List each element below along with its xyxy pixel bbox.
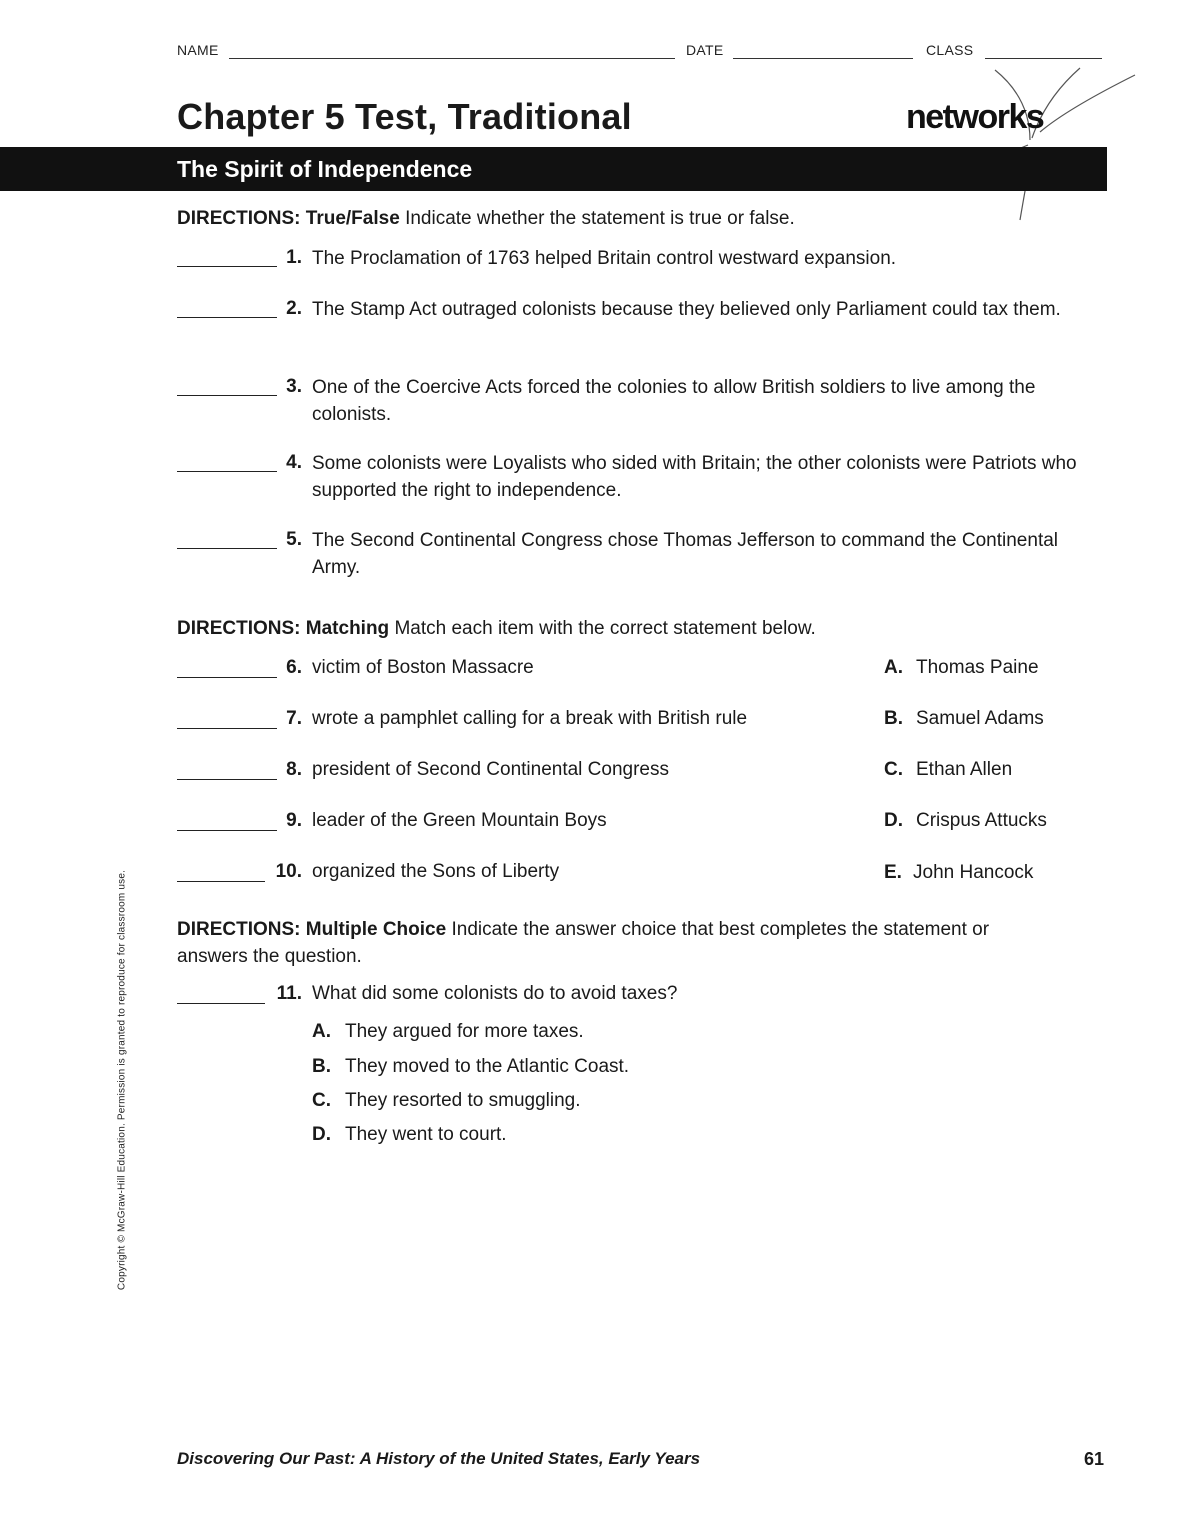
option-text: Samuel Adams <box>916 708 1044 729</box>
directions-type: Multiple Choice <box>305 919 447 940</box>
directions-label: DIRECTIONS: <box>177 208 301 229</box>
footer-book-title: Discovering Our Past: A History of the United States, Early Years <box>177 1449 701 1468</box>
option-letter: C. <box>884 759 903 780</box>
date-label: DATE <box>686 42 724 58</box>
directions-text: Indicate the answer choice that best completes the statement or answers the question. <box>177 919 990 967</box>
option-text: Ethan Allen <box>916 759 1013 780</box>
page-subtitle: The Spirit of Independence <box>177 156 473 182</box>
option-text: John Hancock <box>913 862 1034 883</box>
choice-text: They resorted to smuggling. <box>345 1090 581 1111</box>
option-letter: A. <box>884 657 903 678</box>
option-text: Crispus Attucks <box>916 810 1047 831</box>
choice-text: They argued for more taxes. <box>345 1021 584 1042</box>
question-number: 3. <box>286 376 302 397</box>
question-number: 2. <box>286 298 302 319</box>
networks-logo: networks <box>906 98 1044 136</box>
question-text: The Stamp Act outraged colonists because they believed only Parliament could tax them. <box>312 299 1061 320</box>
name-field[interactable] <box>229 58 675 59</box>
matching-directions <box>177 615 1102 642</box>
question-text: The Proclamation of 1763 helped Britain control westward expansion. <box>312 248 897 269</box>
class-field[interactable] <box>985 58 1102 59</box>
true-false-directions <box>177 205 1102 232</box>
question-text: One of the Coercive Acts forced the colonies to allow British soldiers to live among the colonists. <box>312 377 1036 425</box>
option-text: Thomas Paine <box>916 657 1039 678</box>
question-number: 11. <box>276 983 302 1004</box>
directions-text: Match each item with the correct statement below. <box>394 618 816 639</box>
choice-letter: C. <box>312 1090 331 1111</box>
question-text: Some colonists were Loyalists who sided with Britain; the other colonists were Patriots who supported the right to independence. <box>312 453 1077 501</box>
question-text: organized the Sons of Liberty <box>312 861 560 882</box>
answer-blank[interactable] <box>177 1003 265 1004</box>
choice-letter: D. <box>312 1124 331 1145</box>
directions-label: DIRECTIONS: <box>177 618 301 639</box>
subtitle-bar <box>0 147 1107 191</box>
directions-type: Matching <box>305 618 390 639</box>
choice-letter: B. <box>312 1056 331 1077</box>
directions-text: Indicate whether the statement is true or false. <box>405 208 795 229</box>
question-number: 10. <box>275 861 302 882</box>
question-text: What did some colonists do to avoid taxes? <box>312 983 678 1004</box>
choice-letter: A. <box>312 1021 331 1042</box>
question-text: president of Second Continental Congress <box>312 759 670 780</box>
question-number: 4. <box>286 452 302 473</box>
option-letter: D. <box>884 810 903 831</box>
multiple-choice-directions <box>177 916 1037 970</box>
question-text: leader of the Green Mountain Boys <box>312 810 607 831</box>
choice-text: They went to court. <box>345 1124 507 1145</box>
copyright-note: Copyright © McGraw-Hill Education. Permission is granted to reproduce for classroom use. <box>116 869 128 1291</box>
question-number: 6. <box>286 657 302 678</box>
answer-blank[interactable] <box>177 881 265 882</box>
question-number: 1. <box>286 247 302 268</box>
question-number: 5. <box>286 529 302 550</box>
page-number: 61 <box>1083 1449 1104 1469</box>
question-text: victim of Boston Massacre <box>312 657 534 678</box>
page-title: Chapter 5 Test, Traditional <box>177 96 632 137</box>
question-number: 7. <box>286 708 302 729</box>
option-letter: B. <box>884 708 903 729</box>
question-number: 8. <box>286 759 302 780</box>
date-field[interactable] <box>733 58 913 59</box>
question-number: 9. <box>286 810 302 831</box>
question-text: wrote a pamphlet calling for a break with British rule <box>312 708 748 729</box>
directions-type: True/False <box>305 208 400 229</box>
question-text: The Second Continental Congress chose Thomas Jefferson to command the Continental Army. <box>312 530 1059 578</box>
name-label: NAME <box>177 42 219 58</box>
choice-text: They moved to the Atlantic Coast. <box>345 1056 630 1077</box>
option-letter: E. <box>884 862 902 883</box>
directions-label: DIRECTIONS: <box>177 919 301 940</box>
class-label: CLASS <box>926 42 974 58</box>
